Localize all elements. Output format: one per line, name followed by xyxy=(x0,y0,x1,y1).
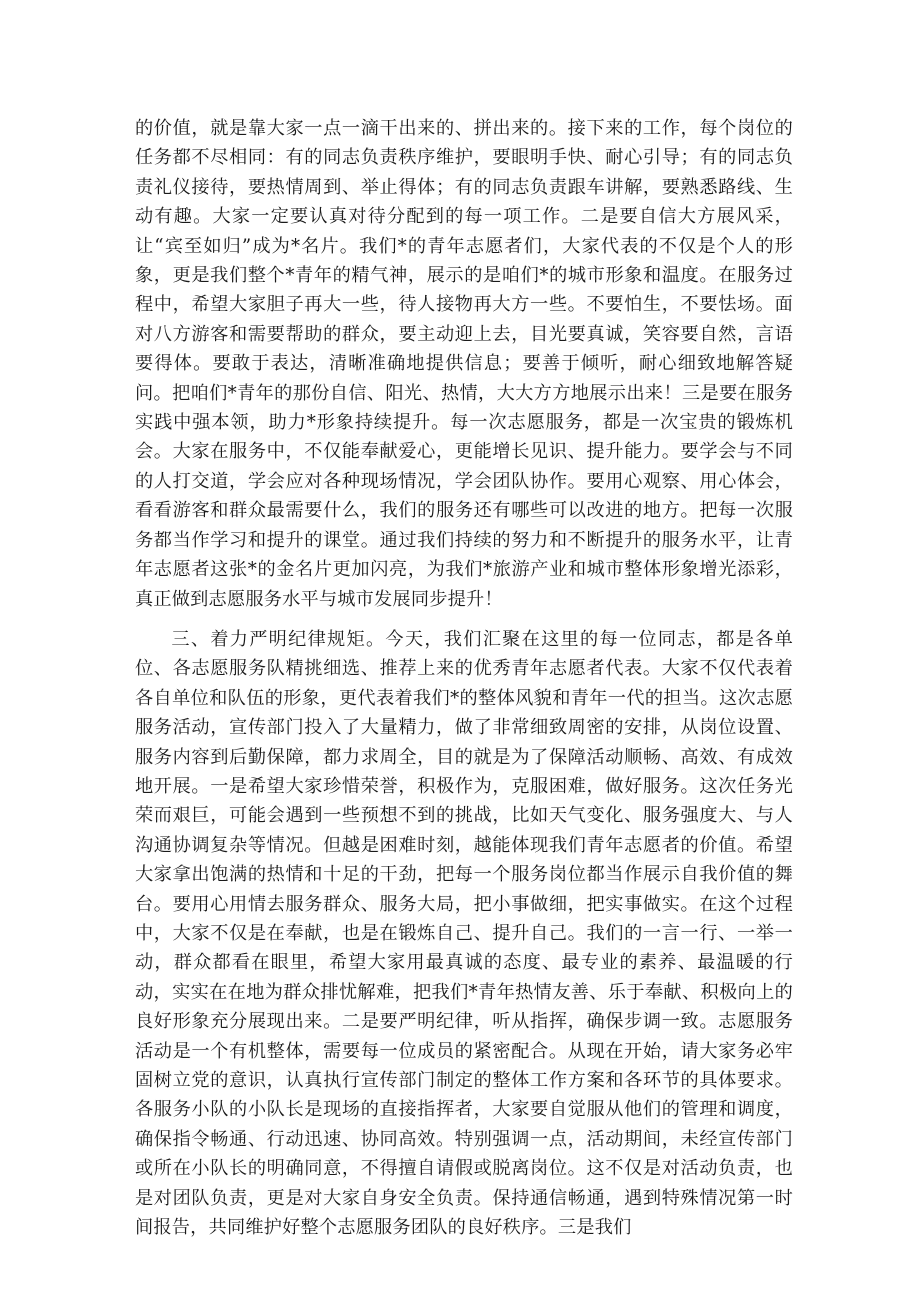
paragraph-section-three: 三、着力严明纪律规矩。今天，我们汇聚在这里的每一位同志，都是各单位、各志愿服务队精挑细选、推荐上来的优秀青年志愿者代表。大家不仅代表着各自单位和队伍的形象，更代表着我们*的整体风貌和青年一代的担当。这次志愿服务活动，宣传部门投入了大量精力，做了非常细致周密的安排，从岗位设置、服务内容到后勤保障，都力求周全，目的就是为了保障活动顺畅、高效、有成效地开展。一是希望大家珍惜荣誉，积极作为，克服困难，做好服务。这次任务光荣而艰巨，可能会遇到一些预想不到的挑战，比如天气变化、服务强度大、与人沟通协调复杂等情况。但越是困难时刻，越能体现我们青年志愿者的价值。希望大家拿出饱满的热情和十足的干劲，把每一个服务岗位都当作展示自我价值的舞台。要用心用情去服务群众、服务大局，把小事做细，把实事做实。在这个过程中，大家不仅是在奉献，也是在锻炼自己、提升自己。我们的一言一行、一举一动，群众都看在眼里，希望大家用最真诚的态度、最专业的素养、最温暖的行动，实实在在地为群众排忧解难，把我们*青年热情友善、乐于奉献、积极向上的良好形象充分展现出来。二是要严明纪律，听从指挥，确保步调一致。志愿服务活动是一个有机整体，需要每一位成员的紧密配合。从现在开始，请大家务必牢固树立党的意识，认真执行宣传部门制定的整体工作方案和各环节的具体要求。各服务小队的小队长是现场的直接指挥者，大家要自觉服从他们的管理和调度，确保指令畅通、行动迅速、协同高效。特别强调一点，活动期间，未经宣传部门或所在小队长的明确同意，不得擅自请假或脱离岗位。这不仅是对活动负责，也是对团队负责，更是对大家自身安全负责。保持通信畅通，遇到特殊情况第一时间报告，共同维护好整个志愿服务团队的良好秩序。三是我们 xyxy=(135,628,793,1239)
document-body xyxy=(135,114,793,1242)
paragraph-continuation: 的价值，就是靠大家一点一滴干出来的、拼出来的。接下来的工作，每个岗位的任务都不尽相同：有的同志负责秩序维护，要眼明手快、耐心引导；有的同志负责礼仪接待，要热情周到、举止得体；有的同志负责跟车讲解，要熟悉路线、生动有趣。大家一定要认真对待分配到的每一项工作。二是要自信大方展风采，让“宾至如归”成为*名片。我们*的青年志愿者们，大家代表的不仅是个人的形象，更是我们整个*青年的精气神，展示的是咱们*的城市形象和温度。在服务过程中，希望大家胆子再大一些，待人接物再大方一些。不要怕生，不要怯场。面对八方游客和需要帮助的群众，要主动迎上去，目光要真诚，笑容要自然，言语要得体。要敢于表达，清晰准确地提供信息；要善于倾听，耐心细致地解答疑问。把咱们*青年的那份自信、阳光、热情，大大方方地展示出来！三是要在服务实践中强本领，助力*形象持续提升。每一次志愿服务，都是一次宝贵的锻炼机会。大家在服务中，不仅能奉献爱心，更能增长见识、提升能力。要学会与不同的人打交道，学会应对各种现场情况，学会团队协作。要用心观察、用心体会，看看游客和群众最需要什么，我们的服务还有哪些可以改进的地方。把每一次服务都当作学习和提升的课堂。通过我们持续的努力和不断提升的服务水平，让青年志愿者这张*的金名片更加闪亮，为我们*旅游产业和城市整体形象增光添彩，真正做到志愿服务水平与城市发展同步提升！ xyxy=(135,118,793,610)
